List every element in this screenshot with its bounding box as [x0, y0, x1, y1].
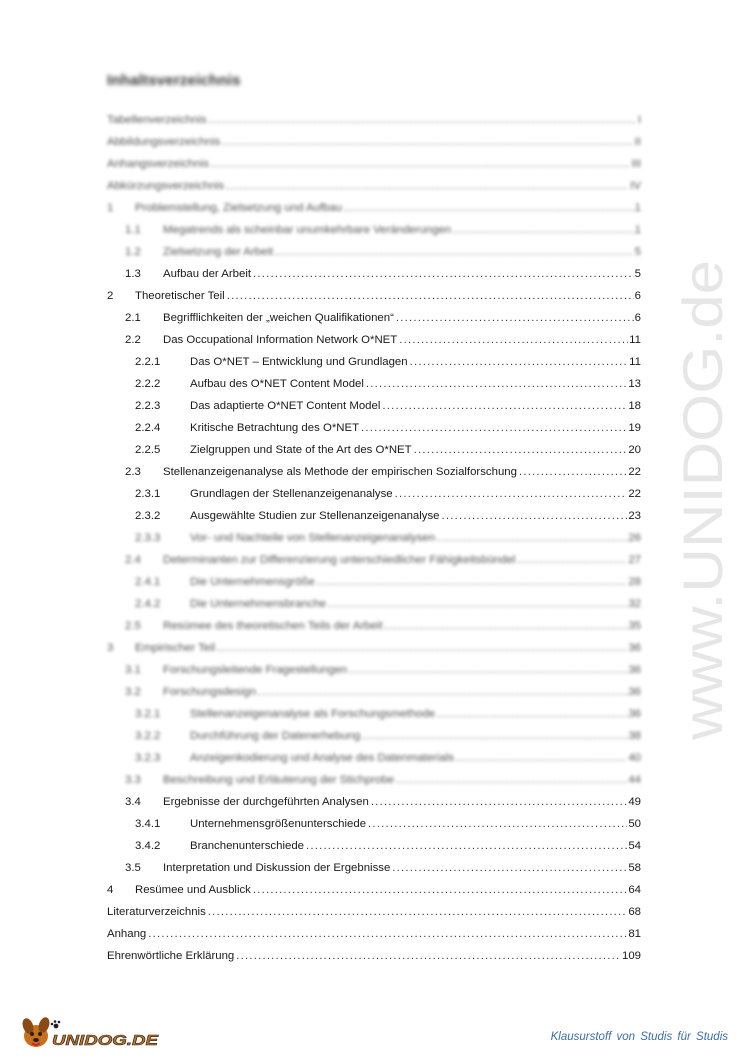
toc-entry-number: 3.4: [125, 796, 141, 808]
toc-entry-label: Das Occupational Information Network O*NET: [163, 334, 398, 346]
toc-entry-page: 32: [628, 598, 641, 610]
toc-entry-number: 3.2: [125, 686, 141, 698]
toc-dot-leader: [148, 923, 627, 945]
toc-dot-leader: [211, 153, 631, 175]
toc-entry-number: 1.1: [125, 224, 141, 236]
toc-entry-label: Tabellenverzeichnis: [107, 114, 207, 126]
toc-entry-page: 23: [628, 510, 641, 522]
toc-entry-label: Ergebnisse der durchgeführten Analysen: [163, 796, 369, 808]
toc-entry: [107, 285, 641, 307]
toc-entry-label: Aufbau der Arbeit: [163, 268, 252, 280]
toc-entry: [135, 725, 641, 747]
toc-entry-number: 3.5: [125, 862, 141, 874]
toc-entry: [135, 835, 641, 857]
watermark: [640, 250, 750, 750]
toc-entry-page: 81: [628, 928, 641, 940]
toc-entry-label: Durchführung der Datenerhebung: [190, 730, 361, 742]
toc-entry: [107, 109, 641, 131]
toc-entry-label: Problemstellung, Zielsetzung und Aufbau: [135, 202, 343, 214]
toc-dot-leader: [437, 703, 627, 725]
toc-entry: [135, 505, 641, 527]
toc-entry-page: 22: [628, 466, 641, 478]
toc-entry: [135, 395, 641, 417]
toc-entry-number: 1.2: [125, 246, 141, 258]
toc-entry-number: 2.2.1: [135, 356, 161, 368]
toc-entry: [107, 923, 641, 945]
toc-entry-label: Kritische Betrachtung des O*NET: [190, 422, 360, 434]
toc-entry: [125, 219, 641, 241]
toc-entry-number: 2.4.1: [135, 576, 161, 588]
toc-entry-page: 68: [628, 906, 641, 918]
toc-entry-page: 18: [628, 400, 641, 412]
toc-entry-page: 19: [628, 422, 641, 434]
toc-entry: [125, 791, 641, 813]
toc-entry: [107, 153, 641, 175]
paw-icon: [51, 1020, 61, 1028]
toc-entry-page: 20: [628, 444, 641, 456]
toc-entry-number: 1: [107, 202, 114, 214]
toc-entry: [135, 593, 641, 615]
toc-dot-leader: [217, 637, 627, 659]
toc-entry-number: 3.4.2: [135, 840, 161, 852]
toc-entry-page: 38: [628, 730, 641, 742]
toc-entry: [135, 571, 641, 593]
dog-icon: [21, 1016, 52, 1047]
toc-entry: [125, 307, 641, 329]
toc-entry-label: Theoretischer Teil: [135, 290, 225, 302]
toc-entry: [125, 681, 641, 703]
toc-dot-leader: [519, 461, 627, 483]
toc-entry-number: 3.4.1: [135, 818, 161, 830]
toc-entry: [135, 747, 641, 769]
toc-dot-leader: [227, 285, 634, 307]
toc-dot-leader: [366, 373, 627, 395]
toc-entry-number: 2.3: [125, 466, 141, 478]
toc-entry-page: 1: [634, 224, 641, 236]
toc-entry-label: Vor- und Nachteile von Stellenanzeigenanalysen: [190, 532, 436, 544]
toc-entry-label: Forschungsdesign: [163, 686, 257, 698]
toc-dot-leader: [344, 197, 634, 219]
toc-entry-number: 3.3: [125, 774, 141, 786]
toc-dot-leader: [222, 131, 633, 153]
toc-entry-page: 27: [628, 554, 641, 566]
toc-dot-leader: [362, 725, 627, 747]
toc-dot-leader: [453, 219, 634, 241]
toc-entry-page: 49: [628, 796, 641, 808]
toc-entry: [125, 329, 641, 351]
toc-entry-label: Abbildungsverzeichnis: [107, 136, 221, 148]
toc-entry: [135, 351, 641, 373]
toc-entry: [107, 131, 641, 153]
toc-entry-label: Die Unternehmensgröße: [190, 576, 315, 588]
toc-entry-page: 22: [628, 488, 641, 500]
toc-entry: [125, 461, 641, 483]
toc-dot-leader: [275, 241, 633, 263]
toc-dot-leader: [414, 439, 628, 461]
toc-entry-label: Beschreibung und Erläuterung der Stichprobe: [163, 774, 395, 786]
toc-entry-page: 36: [628, 642, 641, 654]
toc-entry-number: 2: [107, 290, 114, 302]
toc-entry: [107, 879, 641, 901]
toc-entry-label: Stellenanzeigenanalyse als Methode der empirischen Sozialforschung: [163, 466, 517, 478]
toc-entry-label: Unternehmensgrößenunterschiede: [190, 818, 367, 830]
toc-entry-label: Begrifflichkeiten der „weichen Qualifikationen“: [163, 312, 394, 324]
toc-entry-number: 2.2.2: [135, 378, 161, 390]
toc-dot-leader: [392, 857, 627, 879]
toc-entry-label: Empirischer Teil: [135, 642, 216, 654]
toc-entry-label: Literaturverzeichnis: [107, 906, 206, 918]
toc-dot-leader: [456, 747, 627, 769]
toc-entry-page: 5: [634, 268, 641, 280]
toc-dot-leader: [317, 571, 628, 593]
toc-entry-number: 2.5: [125, 620, 141, 632]
toc-dot-leader: [396, 307, 634, 329]
toc-entry: [135, 439, 641, 461]
toc-dot-leader: [437, 527, 627, 549]
toc-entry-label: Interpretation und Diskussion der Ergebnisse: [163, 862, 391, 874]
toc-entry-number: 3.2.1: [135, 708, 161, 720]
toc-entry-number: 3: [107, 642, 114, 654]
toc-entry-label: Zielsetzung der Arbeit: [163, 246, 274, 258]
toc-entry-page: 26: [628, 532, 641, 544]
toc-dot-leader: [349, 659, 627, 681]
toc-entry-label: Resümee und Ausblick: [135, 884, 251, 896]
toc-entry: [107, 197, 641, 219]
toc-entry-number: 2.3.3: [135, 532, 161, 544]
toc-dot-leader: [328, 593, 627, 615]
watermark-text: www.UNIDOG.de: [671, 304, 734, 740]
toc-entry: [125, 263, 641, 285]
logo-text: UNIDOG.DE: [52, 1032, 160, 1049]
toc-entry-label: Resümee des theoretischen Teils der Arbeit: [163, 620, 383, 632]
toc-dot-leader: [399, 329, 628, 351]
toc-entry-page: 58: [628, 862, 641, 874]
toc-entry-label: Determinanten zur Differenzierung unterschiedlicher Fähigkeitsbündel: [163, 554, 516, 566]
toc-entry: [107, 945, 641, 967]
toc-entry-label: Das adaptierte O*NET Content Model: [190, 400, 381, 412]
toc-entry-label: Grundlagen der Stellenanzeigenanalyse: [190, 488, 393, 500]
toc-entry-label: Branchenunterschiede: [190, 840, 304, 852]
toc-entry-page: 64: [628, 884, 641, 896]
toc-entry: [125, 769, 641, 791]
toc-entry-page: 40: [628, 752, 641, 764]
toc-entry-page: 11: [629, 356, 641, 368]
toc-entry-label: Stellenanzeigenanalyse als Forschungsmethode: [190, 708, 436, 720]
toc-entry-number: 2.4: [125, 554, 141, 566]
toc-dot-leader: [208, 109, 636, 131]
toc-entry-number: 2.3.2: [135, 510, 161, 522]
toc-entry-page: 36: [628, 708, 641, 720]
toc-entry-label: Das O*NET – Entwicklung und Grundlagen: [190, 356, 408, 368]
toc-dot-leader: [382, 395, 627, 417]
toc-entry-number: 4: [107, 884, 114, 896]
toc-entry-page: I: [637, 114, 641, 126]
toc-entry: [135, 527, 641, 549]
toc-entry-page: 11: [629, 334, 641, 346]
toc-dot-leader: [253, 263, 634, 285]
toc-entry-page: 6: [634, 290, 641, 302]
toc-entry-page: IV: [630, 180, 641, 192]
toc-title: Inhaltsverzeichnis: [107, 72, 241, 89]
toc-entry: [107, 637, 641, 659]
toc-entry-number: 2.2.3: [135, 400, 161, 412]
toc-entry: [125, 615, 641, 637]
toc-entry-page: 28: [628, 576, 641, 588]
toc-entry-page: II: [634, 136, 641, 148]
toc-entry-label: Die Unternehmensbranche: [190, 598, 327, 610]
toc-entry-label: Anzeigenkodierung und Analyse des Datenmaterials: [190, 752, 455, 764]
toc-entry: [125, 857, 641, 879]
toc-entry-page: 50: [628, 818, 641, 830]
toc-entry-number: 2.2.4: [135, 422, 161, 434]
toc-entry-number: 3.2.2: [135, 730, 161, 742]
toc-entry-label: Aufbau des O*NET Content Model: [190, 378, 364, 390]
toc-dot-leader: [396, 769, 627, 791]
toc-dot-leader: [517, 549, 627, 571]
toc-entry-label: Anhang: [107, 928, 147, 940]
toc-entry-label: Abkürzungsverzeichnis: [107, 180, 225, 192]
toc-entry: [135, 373, 641, 395]
toc-entry-number: 1.3: [125, 268, 141, 280]
toc-dot-leader: [236, 945, 621, 967]
toc-entry-page: 44: [628, 774, 641, 786]
footer-tagline: Klausurstoff von Studis für Studis: [550, 1031, 728, 1043]
toc-entry: [125, 659, 641, 681]
toc-entry-number: 3.1: [125, 664, 141, 676]
toc-entry-page: 35: [628, 620, 641, 632]
toc-entry-page: III: [631, 158, 641, 170]
toc-dot-leader: [226, 175, 629, 197]
toc-entry-page: 36: [628, 686, 641, 698]
toc-entry-page: 36: [628, 664, 641, 676]
toc-dot-leader: [253, 879, 627, 901]
toc-dot-leader: [395, 483, 628, 505]
toc-dot-leader: [442, 505, 628, 527]
toc-dot-leader: [208, 901, 628, 923]
toc-dot-leader: [361, 417, 627, 439]
toc-dot-leader: [371, 791, 628, 813]
toc-entry-label: Ehrenwörtliche Erklärung: [107, 950, 235, 962]
toc-entry-label: Ausgewählte Studien zur Stellenanzeigenanalyse: [190, 510, 440, 522]
toc-entry-number: 2.2.5: [135, 444, 161, 456]
toc-entry: [107, 175, 641, 197]
toc-entry-label: Zielgruppen und State of the Art des O*NET: [190, 444, 412, 456]
toc-entry-label: Anhangsverzeichnis: [107, 158, 209, 170]
toc-dot-leader: [368, 813, 627, 835]
toc-entry-number: 2.4.2: [135, 598, 161, 610]
toc-entry: [135, 813, 641, 835]
toc-entry-page: 5: [634, 246, 641, 258]
toc-entry: [107, 901, 641, 923]
toc-entry: [125, 241, 641, 263]
toc-entry: [135, 417, 641, 439]
toc-dot-leader: [385, 615, 628, 637]
toc-dot-leader: [306, 835, 627, 857]
toc-entry-label: Forschungsleitende Fragestellungen: [163, 664, 348, 676]
toc-entry-page: 6: [634, 312, 641, 324]
toc-entry-number: 2.2: [125, 334, 141, 346]
toc-entry-page: 1: [634, 202, 641, 214]
toc-entry-label: Megatrends als scheinbar unumkehrbare Veränderungen: [163, 224, 452, 236]
toc-entry-page: 109: [621, 950, 641, 962]
toc-entry: [135, 703, 641, 725]
toc-entry: [135, 483, 641, 505]
toc-entry-number: 2.1: [125, 312, 141, 324]
toc-dot-leader: [410, 351, 629, 373]
toc-entry-page: 13: [628, 378, 641, 390]
toc-entry-number: 3.2.3: [135, 752, 161, 764]
toc-entry-page: 54: [628, 840, 641, 852]
toc-dot-leader: [258, 681, 627, 703]
toc-entry-number: 2.3.1: [135, 488, 161, 500]
unidog-logo: [18, 1012, 163, 1052]
toc-entry: [125, 549, 641, 571]
